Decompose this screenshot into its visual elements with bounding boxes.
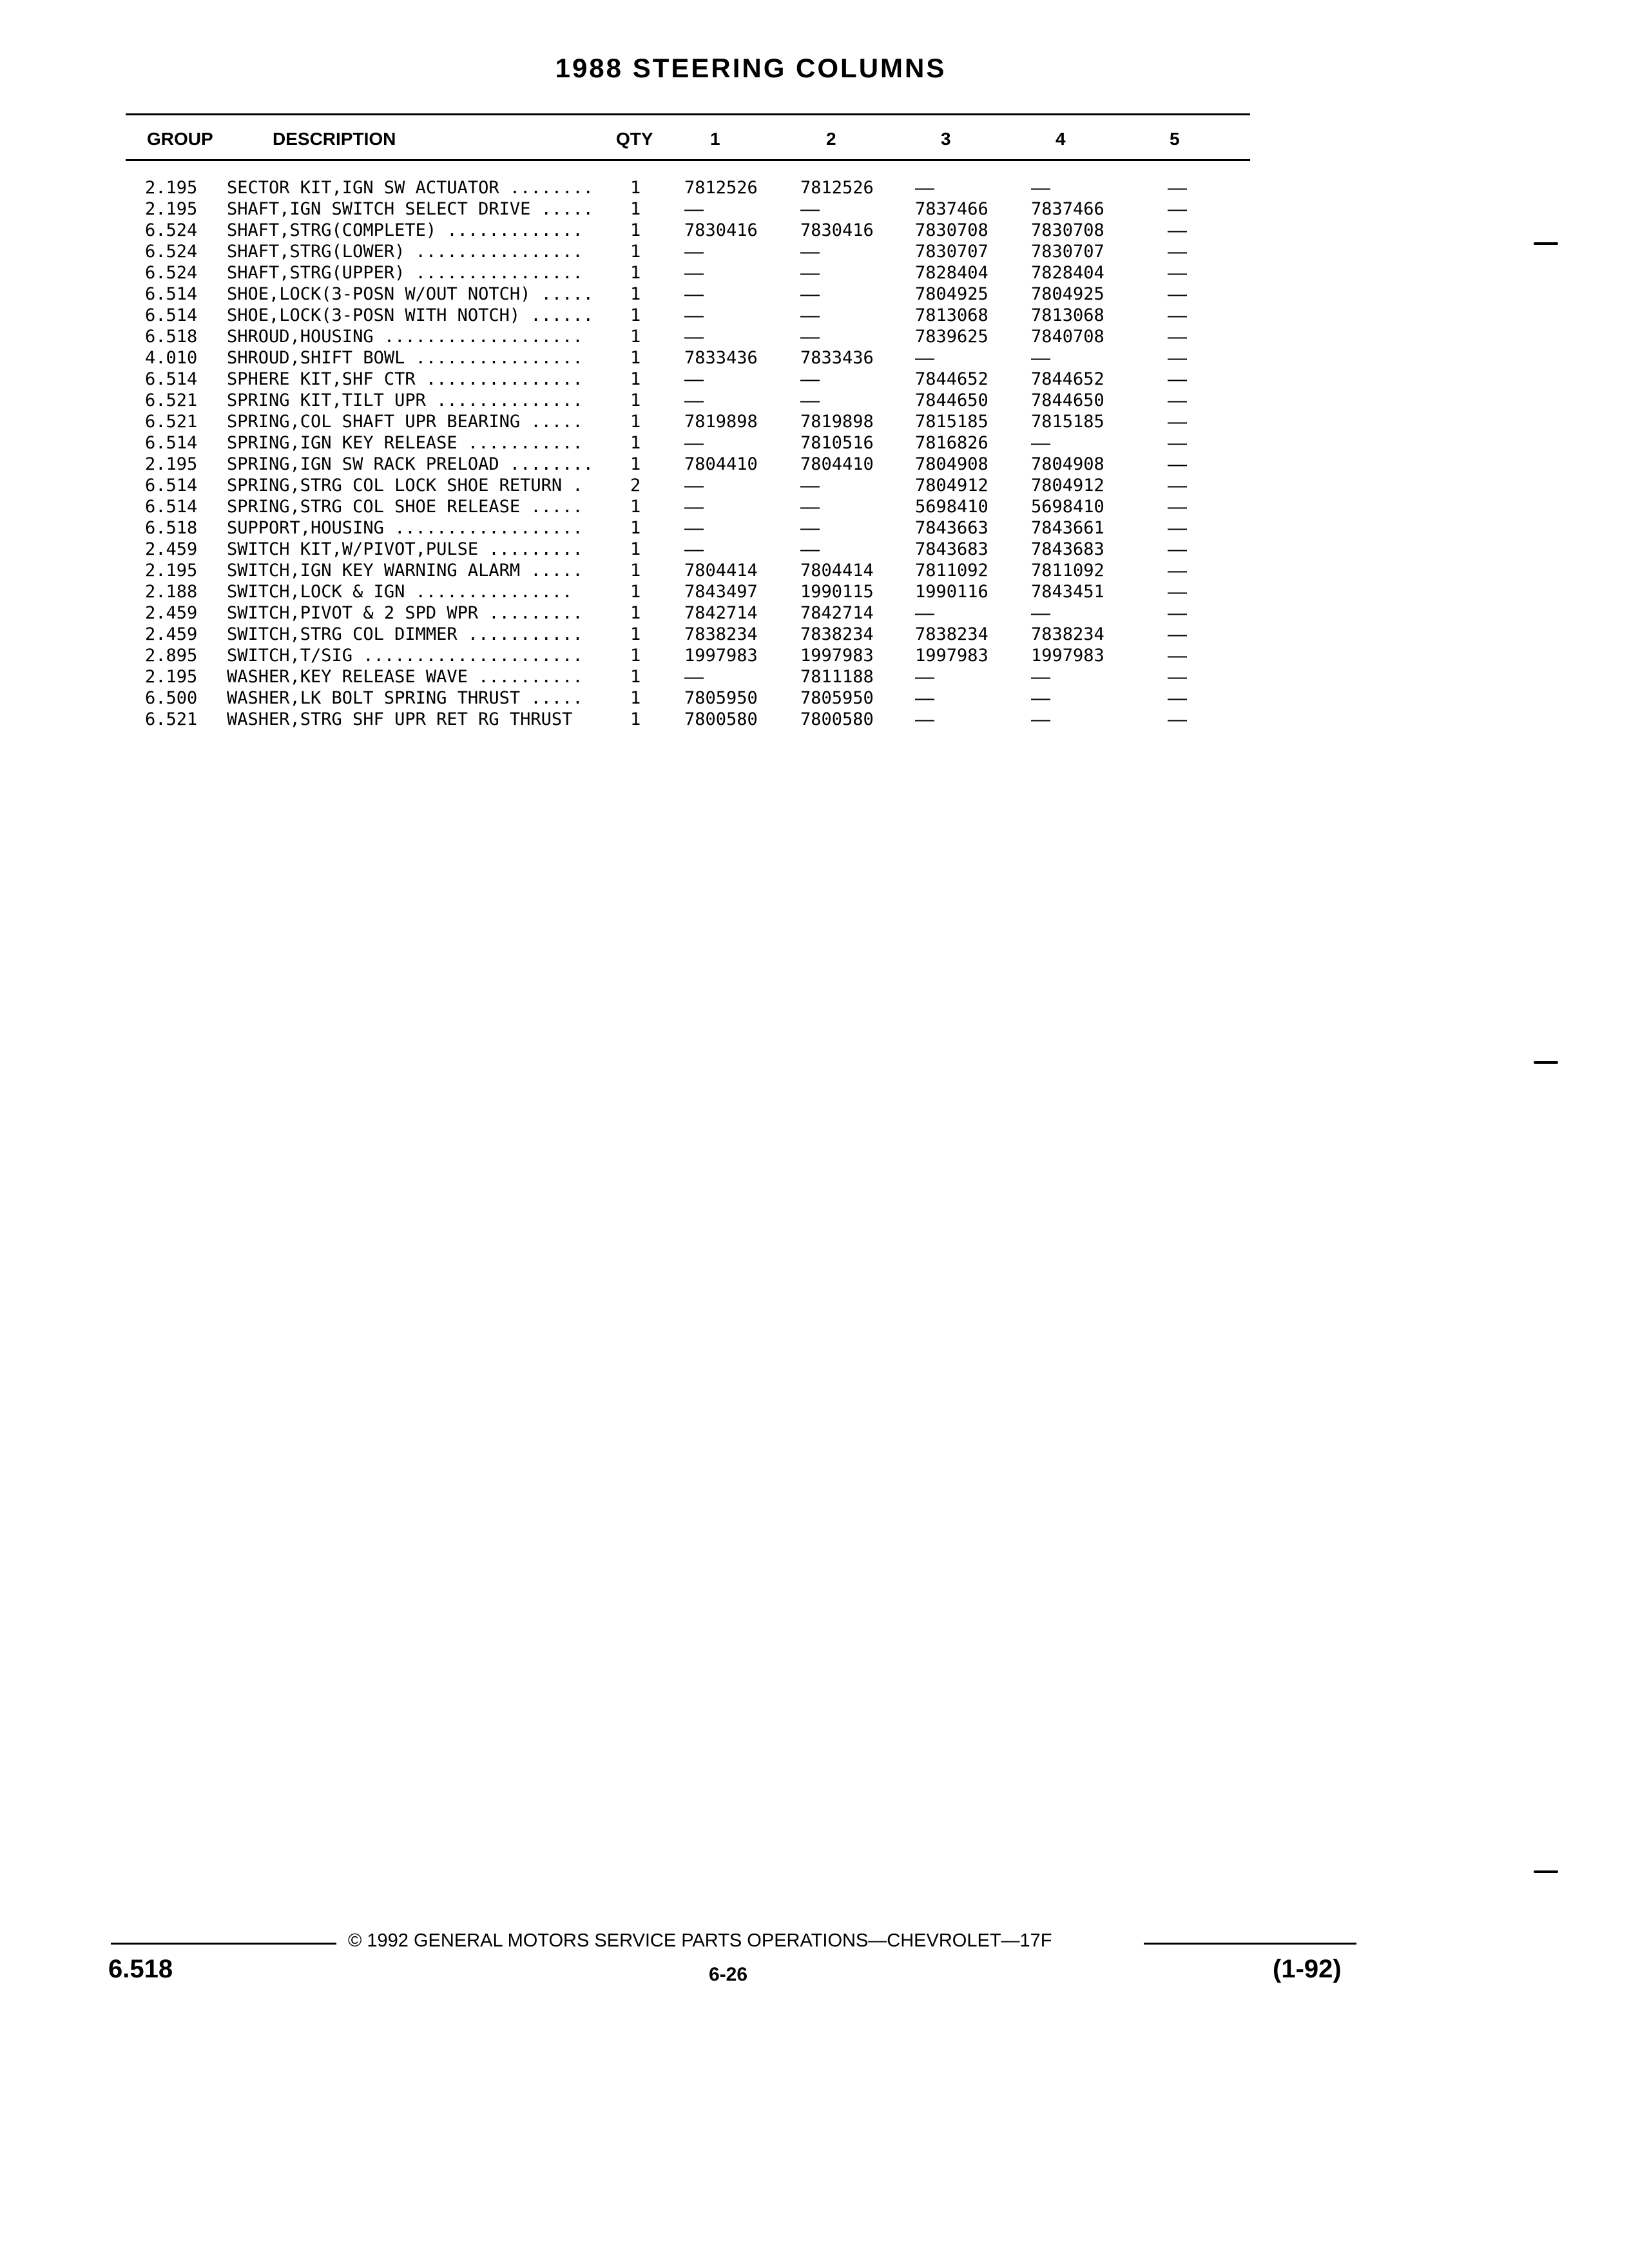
part-col-4-cell: 7843451 (1031, 582, 1104, 602)
footer-left-rule (111, 1943, 336, 1945)
part-col-3-cell: 7843663 (915, 518, 988, 538)
description-cell: SWITCH,T/SIG ..................... (227, 646, 583, 666)
group-cell: 2.459 (145, 603, 198, 623)
header-col-5: 5 (1170, 129, 1180, 149)
part-col-4-cell: 7837466 (1031, 199, 1104, 219)
description-cell: SWITCH,STRG COL DIMMER ........... (227, 624, 583, 644)
header-group: GROUP (147, 129, 213, 149)
part-col-4-cell: — (1031, 709, 1050, 730)
part-col-4-cell: 7844652 (1031, 369, 1104, 389)
group-cell: 6.514 (145, 369, 198, 389)
part-col-1-cell: 7812526 (684, 178, 758, 198)
part-col-1-cell: — (684, 517, 704, 539)
part-col-2-cell: 7805950 (800, 688, 874, 708)
margin-mark (1534, 242, 1558, 245)
part-col-4-cell: 7813068 (1031, 305, 1104, 325)
part-col-3-cell: 7843683 (915, 539, 988, 559)
part-col-2-cell: — (800, 198, 820, 220)
part-col-4-cell: 7830708 (1031, 220, 1104, 240)
part-col-3-cell: — (915, 687, 934, 709)
part-col-5-cell: — (1168, 709, 1187, 730)
part-col-1-cell: — (684, 432, 704, 454)
group-cell: 2.195 (145, 667, 198, 687)
part-col-4-cell: 7815185 (1031, 412, 1104, 432)
part-col-3-cell: 1990116 (915, 582, 988, 602)
part-col-5-cell: — (1168, 369, 1187, 390)
qty-cell: 1 (630, 199, 641, 219)
part-col-1-cell: — (684, 326, 704, 347)
part-col-4-cell: 7843661 (1031, 518, 1104, 538)
description-cell: SPHERE KIT,SHF CTR ............... (227, 369, 583, 389)
part-col-3-cell: 1997983 (915, 646, 988, 666)
description-cell: SECTOR KIT,IGN SW ACTUATOR ........ (227, 178, 593, 198)
group-cell: 6.521 (145, 412, 198, 432)
part-col-5-cell: — (1168, 262, 1187, 284)
part-col-4-cell: 7828404 (1031, 263, 1104, 283)
part-col-5-cell: — (1168, 220, 1187, 241)
description-cell: SPRING,IGN SW RACK PRELOAD ........ (227, 454, 593, 474)
part-col-4-cell: 7804925 (1031, 284, 1104, 304)
part-col-3-cell: 7839625 (915, 327, 988, 347)
description-cell: SHAFT,STRG(LOWER) ................ (227, 242, 583, 262)
part-col-3-cell: — (915, 602, 934, 624)
header-col-3: 3 (941, 129, 951, 149)
part-col-1-cell: — (684, 539, 704, 560)
qty-cell: 1 (630, 390, 641, 410)
part-col-2-cell: — (800, 284, 820, 305)
part-col-5-cell: — (1168, 517, 1187, 539)
part-col-1-cell: 7800580 (684, 709, 758, 729)
qty-cell: 1 (630, 327, 641, 347)
qty-cell: 1 (630, 242, 641, 262)
part-col-3-cell: 7830707 (915, 242, 988, 262)
header-top-rule (126, 113, 1250, 115)
part-col-3-cell: 7811092 (915, 561, 988, 581)
part-col-1-cell: 7804414 (684, 561, 758, 581)
header-col-2: 2 (826, 129, 836, 149)
qty-cell: 1 (630, 582, 641, 602)
header-col-4: 4 (1055, 129, 1066, 149)
qty-cell: 1 (630, 539, 641, 559)
group-cell: 6.500 (145, 688, 198, 708)
part-col-4-cell: — (1031, 347, 1050, 369)
part-col-4-cell: — (1031, 177, 1050, 198)
description-cell: SPRING KIT,TILT UPR .............. (227, 390, 583, 410)
part-col-2-cell: — (800, 496, 820, 517)
part-col-2-cell: — (800, 517, 820, 539)
part-col-3-cell: 7844650 (915, 390, 988, 410)
page-number: 6-26 (709, 1964, 748, 1985)
part-col-3-cell: — (915, 666, 934, 687)
qty-cell: 1 (630, 624, 641, 644)
part-col-1-cell: — (684, 284, 704, 305)
group-cell: 2.195 (145, 199, 198, 219)
description-cell: SHROUD,HOUSING ................... (227, 327, 583, 347)
group-cell: 6.514 (145, 497, 198, 517)
qty-cell: 1 (630, 305, 641, 325)
part-col-3-cell: 7813068 (915, 305, 988, 325)
part-col-2-cell: 7812526 (800, 178, 874, 198)
qty-cell: 2 (630, 476, 641, 495)
part-col-3-cell: 7830708 (915, 220, 988, 240)
header-col-1: 1 (710, 129, 720, 149)
part-col-2-cell: 7833436 (800, 348, 874, 368)
group-cell: 6.518 (145, 518, 198, 538)
part-col-5-cell: — (1168, 560, 1187, 581)
qty-cell: 1 (630, 688, 641, 708)
group-cell: 6.514 (145, 305, 198, 325)
part-col-5-cell: — (1168, 475, 1187, 496)
part-col-1-cell: 7838234 (684, 624, 758, 644)
part-col-2-cell: 7830416 (800, 220, 874, 240)
part-col-2-cell: 7804410 (800, 454, 874, 474)
part-col-3-cell: — (915, 177, 934, 198)
part-col-5-cell: — (1168, 581, 1187, 602)
part-col-1-cell: — (684, 262, 704, 284)
qty-cell: 1 (630, 454, 641, 474)
group-cell: 2.195 (145, 561, 198, 581)
description-cell: SPRING,STRG COL LOCK SHOE RETURN . (227, 476, 583, 495)
part-col-1-cell: 7805950 (684, 688, 758, 708)
part-col-1-cell: 7819898 (684, 412, 758, 432)
part-col-2-cell: — (800, 305, 820, 326)
part-col-5-cell: — (1168, 687, 1187, 709)
part-col-1-cell: — (684, 241, 704, 262)
description-cell: SWITCH,IGN KEY WARNING ALARM ..... (227, 561, 583, 581)
part-col-1-cell: 7842714 (684, 603, 758, 623)
part-col-5-cell: — (1168, 411, 1187, 432)
part-col-2-cell: 7804414 (800, 561, 874, 581)
part-col-2-cell: 7810516 (800, 433, 874, 453)
part-col-1-cell: — (684, 305, 704, 326)
part-col-2-cell: 7842714 (800, 603, 874, 623)
part-col-4-cell: — (1031, 666, 1050, 687)
description-cell: SPRING,IGN KEY RELEASE ........... (227, 433, 583, 453)
part-col-4-cell: 7843683 (1031, 539, 1104, 559)
part-col-4-cell: 7844650 (1031, 390, 1104, 410)
qty-cell: 1 (630, 518, 641, 538)
part-col-2-cell: — (800, 262, 820, 284)
margin-mark (1534, 1870, 1558, 1873)
description-cell: SHOE,LOCK(3-POSN W/OUT NOTCH) ..... (227, 284, 593, 304)
part-col-3-cell: 7804925 (915, 284, 988, 304)
part-col-1-cell: 7830416 (684, 220, 758, 240)
part-col-5-cell: — (1168, 645, 1187, 666)
part-col-4-cell: — (1031, 602, 1050, 624)
part-col-4-cell: 7838234 (1031, 624, 1104, 644)
description-cell: WASHER,STRG SHF UPR RET RG THRUST (227, 709, 573, 729)
description-cell: WASHER,KEY RELEASE WAVE .......... (227, 667, 583, 687)
part-col-1-cell: 7804410 (684, 454, 758, 474)
part-col-5-cell: — (1168, 284, 1187, 305)
description-cell: SWITCH,PIVOT & 2 SPD WPR ......... (227, 603, 583, 623)
description-cell: SHROUD,SHIFT BOWL ................ (227, 348, 583, 368)
qty-cell: 1 (630, 603, 641, 623)
part-col-5-cell: — (1168, 539, 1187, 560)
description-cell: SHAFT,STRG(COMPLETE) ............. (227, 220, 583, 240)
part-col-5-cell: — (1168, 624, 1187, 645)
group-cell: 6.524 (145, 242, 198, 262)
group-cell: 6.514 (145, 284, 198, 304)
part-col-3-cell: — (915, 347, 934, 369)
part-col-5-cell: — (1168, 602, 1187, 624)
part-col-5-cell: — (1168, 177, 1187, 198)
qty-cell: 1 (630, 263, 641, 283)
part-col-2-cell: 7819898 (800, 412, 874, 432)
part-col-3-cell: 7828404 (915, 263, 988, 283)
part-col-4-cell: — (1031, 432, 1050, 454)
part-col-2-cell: — (800, 390, 820, 411)
group-cell: 2.895 (145, 646, 198, 666)
qty-cell: 1 (630, 667, 641, 687)
footer-right-rule (1144, 1943, 1356, 1945)
part-col-1-cell: — (684, 496, 704, 517)
part-col-2-cell: 1997983 (800, 646, 874, 666)
group-cell: 6.518 (145, 327, 198, 347)
part-col-1-cell: — (684, 198, 704, 220)
group-cell: 6.521 (145, 709, 198, 729)
qty-cell: 1 (630, 369, 641, 389)
part-col-3-cell: 7804912 (915, 476, 988, 495)
description-cell: SHOE,LOCK(3-POSN WITH NOTCH) ...... (227, 305, 593, 325)
part-col-5-cell: — (1168, 432, 1187, 454)
part-col-5-cell: — (1168, 326, 1187, 347)
part-col-5-cell: — (1168, 241, 1187, 262)
group-cell: 2.459 (145, 624, 198, 644)
margin-mark (1534, 1061, 1558, 1064)
part-col-1-cell: 7833436 (684, 348, 758, 368)
part-col-4-cell: 7830707 (1031, 242, 1104, 262)
part-col-2-cell: — (800, 475, 820, 496)
group-cell: 2.195 (145, 454, 198, 474)
description-cell: SPRING,STRG COL SHOE RELEASE ..... (227, 497, 583, 517)
part-col-4-cell: — (1031, 687, 1050, 709)
part-col-5-cell: — (1168, 347, 1187, 369)
part-col-4-cell: 7840708 (1031, 327, 1104, 347)
qty-cell: 1 (630, 284, 641, 304)
group-cell: 6.514 (145, 433, 198, 453)
part-col-2-cell: 7838234 (800, 624, 874, 644)
header-qty: QTY (616, 129, 653, 149)
group-cell: 6.521 (145, 390, 198, 410)
group-cell: 2.459 (145, 539, 198, 559)
part-col-1-cell: — (684, 390, 704, 411)
part-col-1-cell: — (684, 475, 704, 496)
group-cell: 6.524 (145, 220, 198, 240)
part-col-5-cell: — (1168, 454, 1187, 475)
group-cell: 6.524 (145, 263, 198, 283)
qty-cell: 1 (630, 561, 641, 581)
qty-cell: 1 (630, 178, 641, 198)
part-col-3-cell: — (915, 709, 934, 730)
section-number: 6.518 (108, 1955, 173, 1983)
part-col-3-cell: 7804908 (915, 454, 988, 474)
part-col-2-cell: — (800, 539, 820, 560)
part-col-5-cell: — (1168, 496, 1187, 517)
description-cell: SUPPORT,HOUSING .................. (227, 518, 583, 538)
part-col-2-cell: — (800, 241, 820, 262)
copyright-notice: © 1992 GENERAL MOTORS SERVICE PARTS OPERATIONS—CHEVROLET—17F (348, 1930, 1052, 1951)
part-col-2-cell: — (800, 369, 820, 390)
part-col-2-cell: 1990115 (800, 582, 874, 602)
description-cell: SPRING,COL SHAFT UPR BEARING ..... (227, 412, 583, 432)
part-col-3-cell: 7816826 (915, 433, 988, 453)
description-cell: WASHER,LK BOLT SPRING THRUST ..... (227, 688, 583, 708)
part-col-1-cell: — (684, 369, 704, 390)
part-col-4-cell: 7804912 (1031, 476, 1104, 495)
part-col-2-cell: — (800, 326, 820, 347)
part-col-4-cell: 1997983 (1031, 646, 1104, 666)
group-cell: 4.010 (145, 348, 198, 368)
group-cell: 6.514 (145, 476, 198, 495)
qty-cell: 1 (630, 646, 641, 666)
group-cell: 2.188 (145, 582, 198, 602)
description-cell: SWITCH,LOCK & IGN ............... (227, 582, 573, 602)
group-cell: 2.195 (145, 178, 198, 198)
part-col-5-cell: — (1168, 390, 1187, 411)
header-bottom-rule (126, 159, 1250, 161)
part-col-4-cell: 5698410 (1031, 497, 1104, 517)
qty-cell: 1 (630, 348, 641, 368)
part-col-3-cell: 5698410 (915, 497, 988, 517)
part-col-2-cell: 7811188 (800, 667, 874, 687)
description-cell: SHAFT,IGN SWITCH SELECT DRIVE ..... (227, 199, 593, 219)
part-col-3-cell: 7838234 (915, 624, 988, 644)
part-col-2-cell: 7800580 (800, 709, 874, 729)
qty-cell: 1 (630, 433, 641, 453)
part-col-3-cell: 7837466 (915, 199, 988, 219)
part-col-1-cell: 1997983 (684, 646, 758, 666)
qty-cell: 1 (630, 709, 641, 729)
description-cell: SWITCH KIT,W/PIVOT,PULSE ......... (227, 539, 583, 559)
part-col-5-cell: — (1168, 198, 1187, 220)
part-col-5-cell: — (1168, 666, 1187, 687)
page-title: 1988 STEERING COLUMNS (555, 53, 947, 83)
part-col-1-cell: — (684, 666, 704, 687)
part-col-4-cell: 7811092 (1031, 561, 1104, 581)
revision-date: (1-92) (1273, 1955, 1342, 1983)
part-col-3-cell: 7815185 (915, 412, 988, 432)
part-col-5-cell: — (1168, 305, 1187, 326)
qty-cell: 1 (630, 220, 641, 240)
header-description: DESCRIPTION (273, 129, 396, 149)
qty-cell: 1 (630, 497, 641, 517)
part-col-4-cell: 7804908 (1031, 454, 1104, 474)
part-col-1-cell: 7843497 (684, 582, 758, 602)
qty-cell: 1 (630, 412, 641, 432)
part-col-3-cell: 7844652 (915, 369, 988, 389)
description-cell: SHAFT,STRG(UPPER) ................ (227, 263, 583, 283)
